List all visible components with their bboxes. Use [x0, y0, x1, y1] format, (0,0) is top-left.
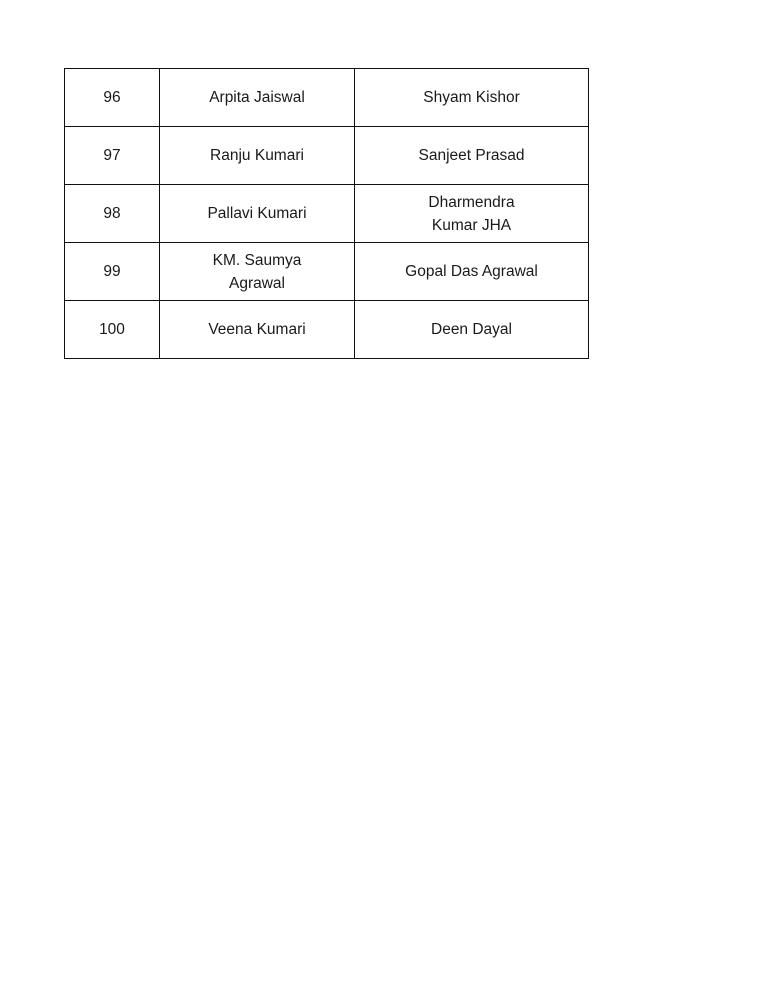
- guardian-name-line: Dharmendra: [428, 193, 515, 211]
- name-line: Arpita Jaiswal: [209, 89, 305, 106]
- name-line: Agrawal: [229, 274, 285, 292]
- table-row: [65, 185, 589, 243]
- table-row: [65, 69, 589, 127]
- guardian-name-line: Gopal Das Agrawal: [405, 263, 538, 280]
- guardian-name-cell: [355, 301, 589, 359]
- guardian-name-line: Deen Dayal: [431, 321, 512, 338]
- guardian-name-cell: [355, 69, 589, 127]
- serial-number-cell: 98: [65, 185, 160, 243]
- serial-number-cell: 96: [65, 69, 160, 127]
- roster-table: [64, 68, 589, 359]
- guardian-name-cell: [355, 243, 589, 301]
- guardian-name-cell: [355, 185, 589, 243]
- name-line: Veena Kumari: [208, 321, 306, 338]
- serial-number-cell: 100: [65, 301, 160, 359]
- serial-number-cell: 97: [65, 127, 160, 185]
- table-row: [65, 243, 589, 301]
- serial-number-cell: 99: [65, 243, 160, 301]
- guardian-name-line: Sanjeet Prasad: [418, 147, 525, 164]
- guardian-name-cell: [355, 127, 589, 185]
- name-line: KM. Saumya: [212, 251, 302, 269]
- name-line: Pallavi Kumari: [207, 205, 307, 222]
- name-cell: [160, 301, 355, 359]
- name-cell: [160, 243, 355, 301]
- name-cell: [160, 69, 355, 127]
- table-row: [65, 127, 589, 185]
- table-row: [65, 301, 589, 359]
- name-cell: [160, 185, 355, 243]
- name-line: Ranju Kumari: [210, 147, 304, 164]
- name-cell: [160, 127, 355, 185]
- guardian-name-line: Kumar JHA: [431, 216, 512, 234]
- guardian-name-line: Shyam Kishor: [423, 89, 520, 106]
